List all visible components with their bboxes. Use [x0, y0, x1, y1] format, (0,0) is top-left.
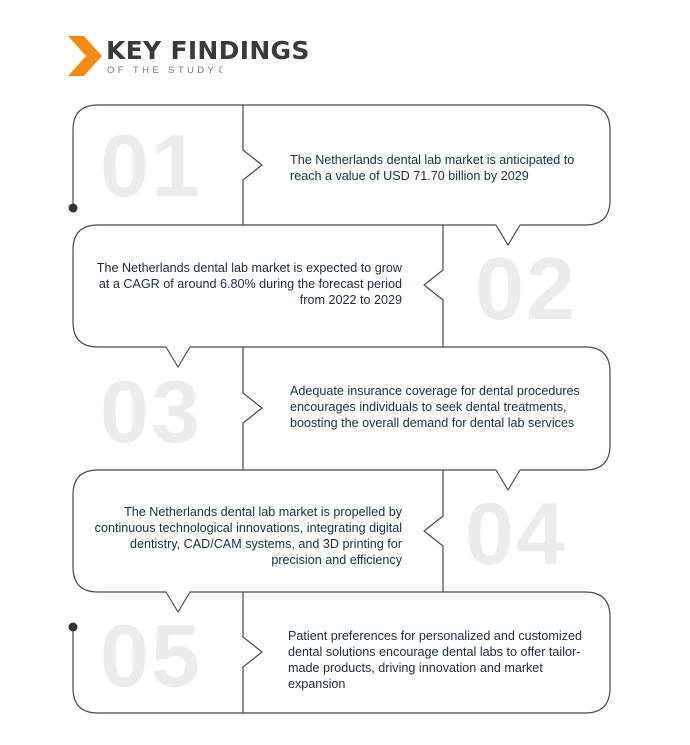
finding-text: Adequate insurance coverage for dental procedures encourages individuals to seek dental treatments, boosting the overall demand for dental lab services — [290, 384, 580, 430]
finding-number: 03 — [100, 362, 202, 461]
divider-row-3 — [243, 347, 262, 470]
finding-number: 04 — [465, 484, 567, 583]
finding-number: 01 — [100, 116, 202, 215]
crescent-icon: ☾ — [218, 65, 227, 75]
finding-text: Patient preferences for personalized and customized dental solutions encourage dental labs to offer tailor-made products, driving innovation and market expansion — [288, 629, 583, 691]
finding-text: The Netherlands dental lab market is propelled by continuous technological innovations, integrating digital dentistry, CAD/CAM systems, and 3D printing for precision and efficiency — [94, 505, 402, 567]
finding-number: 05 — [100, 606, 202, 705]
finding-text: The Netherlands dental lab market is anticipated to reach a value of USD 71.70 billion by 2029 — [290, 153, 575, 183]
timeline-end-dot — [69, 623, 78, 632]
timeline-start-dot — [69, 204, 78, 213]
finding-number: 02 — [475, 239, 577, 338]
divider-row-4 — [424, 470, 443, 592]
divider-row-1 — [243, 105, 262, 225]
page-subtitle: OF THE STUDY — [107, 65, 218, 76]
divider-row-5 — [243, 592, 262, 713]
finding-text: The Netherlands dental lab market is expected to grow at a CAGR of around 6.80% during the forecast period from 2022 to 2029 — [96, 261, 402, 307]
page-title: KEY FINDINGS — [106, 36, 310, 65]
divider-row-2 — [424, 225, 443, 347]
